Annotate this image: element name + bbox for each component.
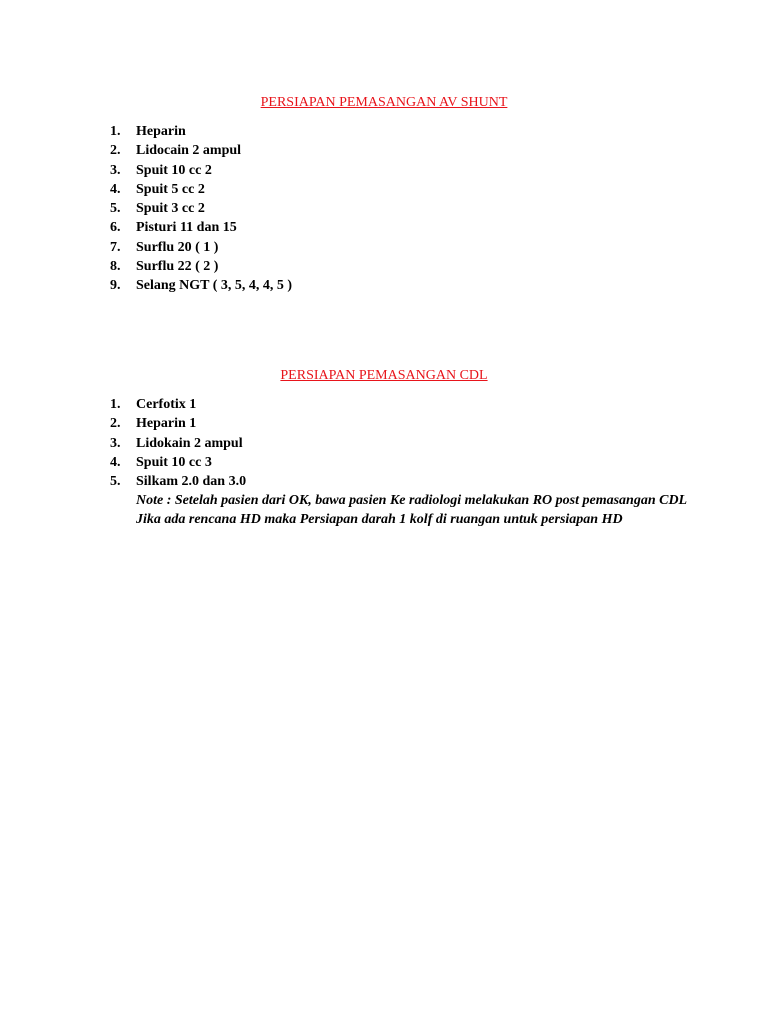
list-item bbox=[110, 180, 292, 199]
list-item bbox=[110, 276, 292, 295]
list-item bbox=[110, 161, 292, 180]
list-item-number: 1. bbox=[110, 124, 121, 139]
list-item-number: 3. bbox=[110, 435, 121, 451]
cdl-list bbox=[110, 395, 246, 491]
list-item-text: Surflu 22 ( 2 ) bbox=[136, 259, 219, 275]
list-item-text: Selang NGT ( 3, 5, 4, 4, 5 ) bbox=[136, 278, 293, 294]
list-item-text: Surflu 20 ( 1 ) bbox=[136, 239, 219, 255]
list-item bbox=[110, 218, 292, 237]
note-line-1: Note : Setelah pasien dari OK, bawa pasien Ke radiologi melakukan RO post pemasangan CDL bbox=[136, 493, 688, 508]
list-item-number: 2. bbox=[110, 143, 121, 159]
list-item-text: Spuit 10 cc 2 bbox=[136, 162, 212, 178]
av-shunt-list bbox=[110, 122, 292, 296]
list-item-number: 1. bbox=[110, 397, 121, 412]
list-item bbox=[110, 238, 292, 257]
list-item-text: Lidokain 2 ampul bbox=[136, 435, 243, 451]
list-item-number: 7. bbox=[110, 239, 121, 255]
cdl-note bbox=[136, 491, 736, 530]
list-item-number: 4. bbox=[110, 454, 121, 470]
list-item-text: Silkam 2.0 dan 3.0 bbox=[136, 474, 247, 490]
section2-title: PERSIAPAN PEMASANGAN CDL bbox=[280, 368, 488, 383]
list-item-number: 5. bbox=[110, 474, 121, 490]
list-item bbox=[110, 472, 246, 491]
list-item bbox=[110, 453, 246, 472]
note-line-2: Jika ada rencana HD maka Persiapan darah 1 kolf di ruangan untuk persiapan HD bbox=[136, 512, 623, 528]
list-item-text: Spuit 10 cc 3 bbox=[136, 454, 212, 470]
list-item-text: Cerfotix 1 bbox=[136, 397, 197, 412]
list-item-number: 2. bbox=[110, 416, 121, 432]
list-item bbox=[110, 395, 246, 414]
list-item-text: Pisturi 11 dan 15 bbox=[136, 220, 237, 236]
list-item-text: Lidocain 2 ampul bbox=[136, 143, 242, 159]
list-item-text: Spuit 3 cc 2 bbox=[136, 201, 205, 217]
list-item bbox=[110, 199, 292, 218]
list-item-number: 6. bbox=[110, 220, 121, 236]
list-item bbox=[110, 141, 292, 160]
list-item-text: Heparin 1 bbox=[136, 416, 197, 432]
list-item bbox=[110, 434, 246, 453]
list-item-number: 8. bbox=[110, 259, 121, 275]
list-item-text: Spuit 5 cc 2 bbox=[136, 181, 205, 197]
list-item bbox=[110, 257, 292, 276]
list-item-number: 5. bbox=[110, 201, 121, 217]
list-item-number: 3. bbox=[110, 162, 121, 178]
list-item-text: Heparin bbox=[136, 124, 186, 139]
list-item bbox=[110, 414, 246, 433]
list-item bbox=[110, 122, 292, 141]
list-item-number: 4. bbox=[110, 181, 121, 197]
section1-title: PERSIAPAN PEMASANGAN AV SHUNT bbox=[260, 95, 508, 110]
list-item-number: 9. bbox=[110, 278, 121, 294]
